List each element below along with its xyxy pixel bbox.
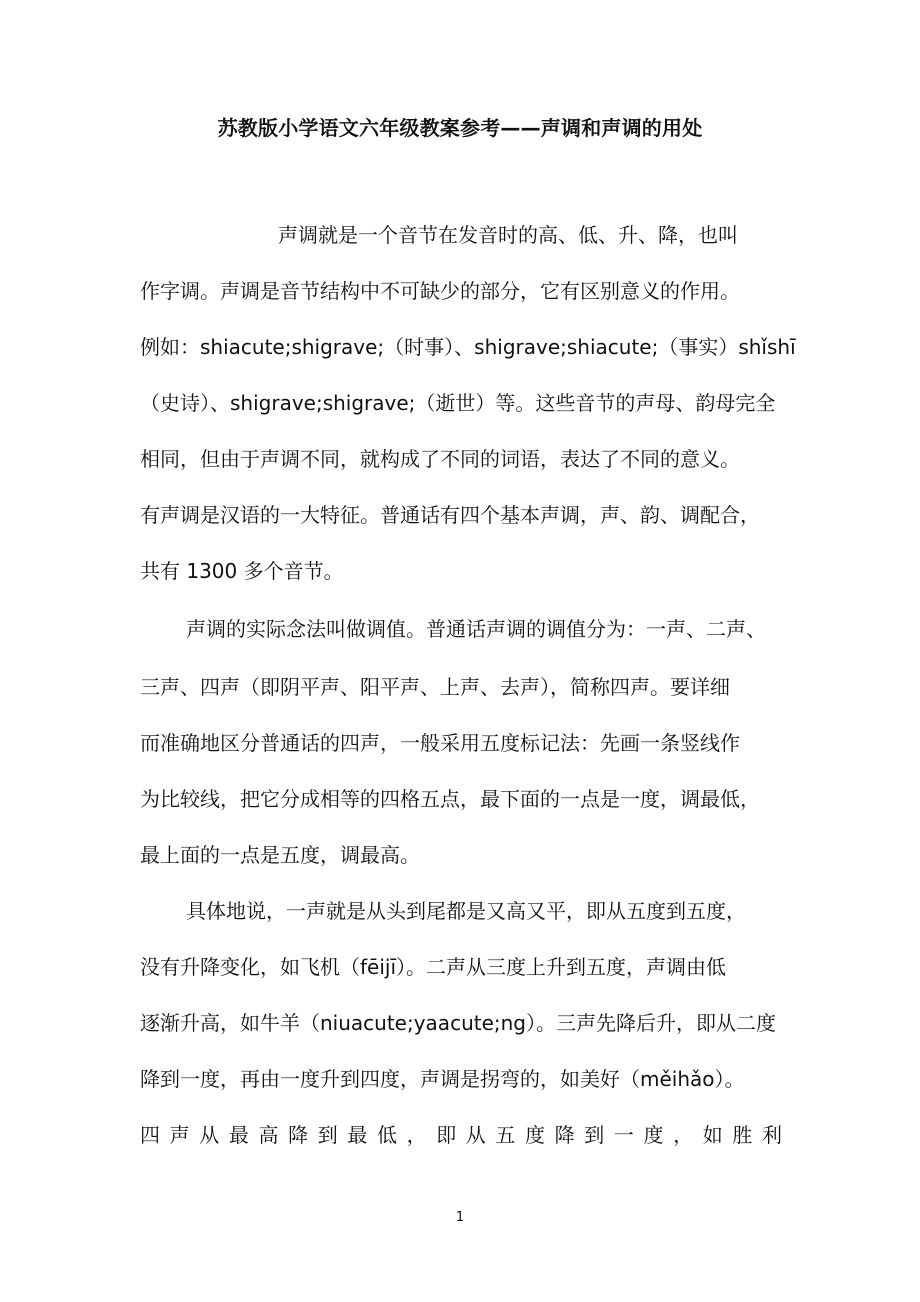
paragraph-2-line-1: 声调的实际念法叫做调值。普通话声调的调值分为：一声、二声、	[186, 617, 766, 641]
paragraph-1-line-3: 例如：shiacute;shigrave;（时事）、shigrave;shiacute;（事实）shǐshī	[140, 335, 796, 359]
paragraph-1-line-1: 声调就是一个音节在发音时的高、低、升、降，也叫	[278, 223, 738, 247]
paragraph-2-line-3: 而准确地区分普通话的四声，一般采用五度标记法：先画一条竖线作	[140, 731, 740, 755]
paragraph-3-line-3: 逐渐升高，如牛羊（niuacute;yaacute;ng）。三声先降后升，即从二度	[140, 1011, 776, 1035]
paragraph-1-line-6: 有声调是汉语的一大特征。普通话有四个基本声调，声、韵、调配合，	[140, 503, 760, 527]
paragraph-1-line-5: 相同，但由于声调不同，就构成了不同的词语，表达了不同的意义。	[140, 447, 740, 471]
paragraph-3-line-4: 降到一度，再由一度升到四度，声调是拐弯的，如美好（měihǎo）。	[140, 1067, 745, 1091]
paragraph-2-line-5: 最上面的一点是五度，调最高。	[140, 843, 420, 867]
paragraph-1-line-2: 作字调。声调是音节结构中不可缺少的部分，它有区别意义的作用。	[140, 279, 740, 303]
document-title: 苏教版小学语文六年级教案参考——声调和声调的用处	[217, 116, 703, 140]
paragraph-2-line-2: 三声、四声（即阴平声、阳平声、上声、去声），简称四声。要详细	[140, 675, 730, 699]
paragraph-3-line-2: 没有升降变化，如飞机（fēijī）。二声从三度上升到五度，声调由低	[140, 955, 727, 979]
page-number: 1	[455, 1210, 465, 1225]
paragraph-3-line-1: 具体地说，一声就是从头到尾都是又高又平，即从五度到五度，	[186, 899, 746, 923]
paragraph-1-line-4: （史诗）、shigrave;shigrave;（逝世）等。这些音节的声母、韵母完全	[140, 391, 776, 415]
paragraph-1-line-7: 共有 1300 多个音节。	[140, 559, 344, 583]
paragraph-3-line-5: 四声从最高降到最低，即从五度降到一度，如胜利	[140, 1123, 782, 1147]
paragraph-2-line-4: 为比较线，把它分成相等的四格五点，最下面的一点是一度，调最低，	[140, 787, 760, 811]
